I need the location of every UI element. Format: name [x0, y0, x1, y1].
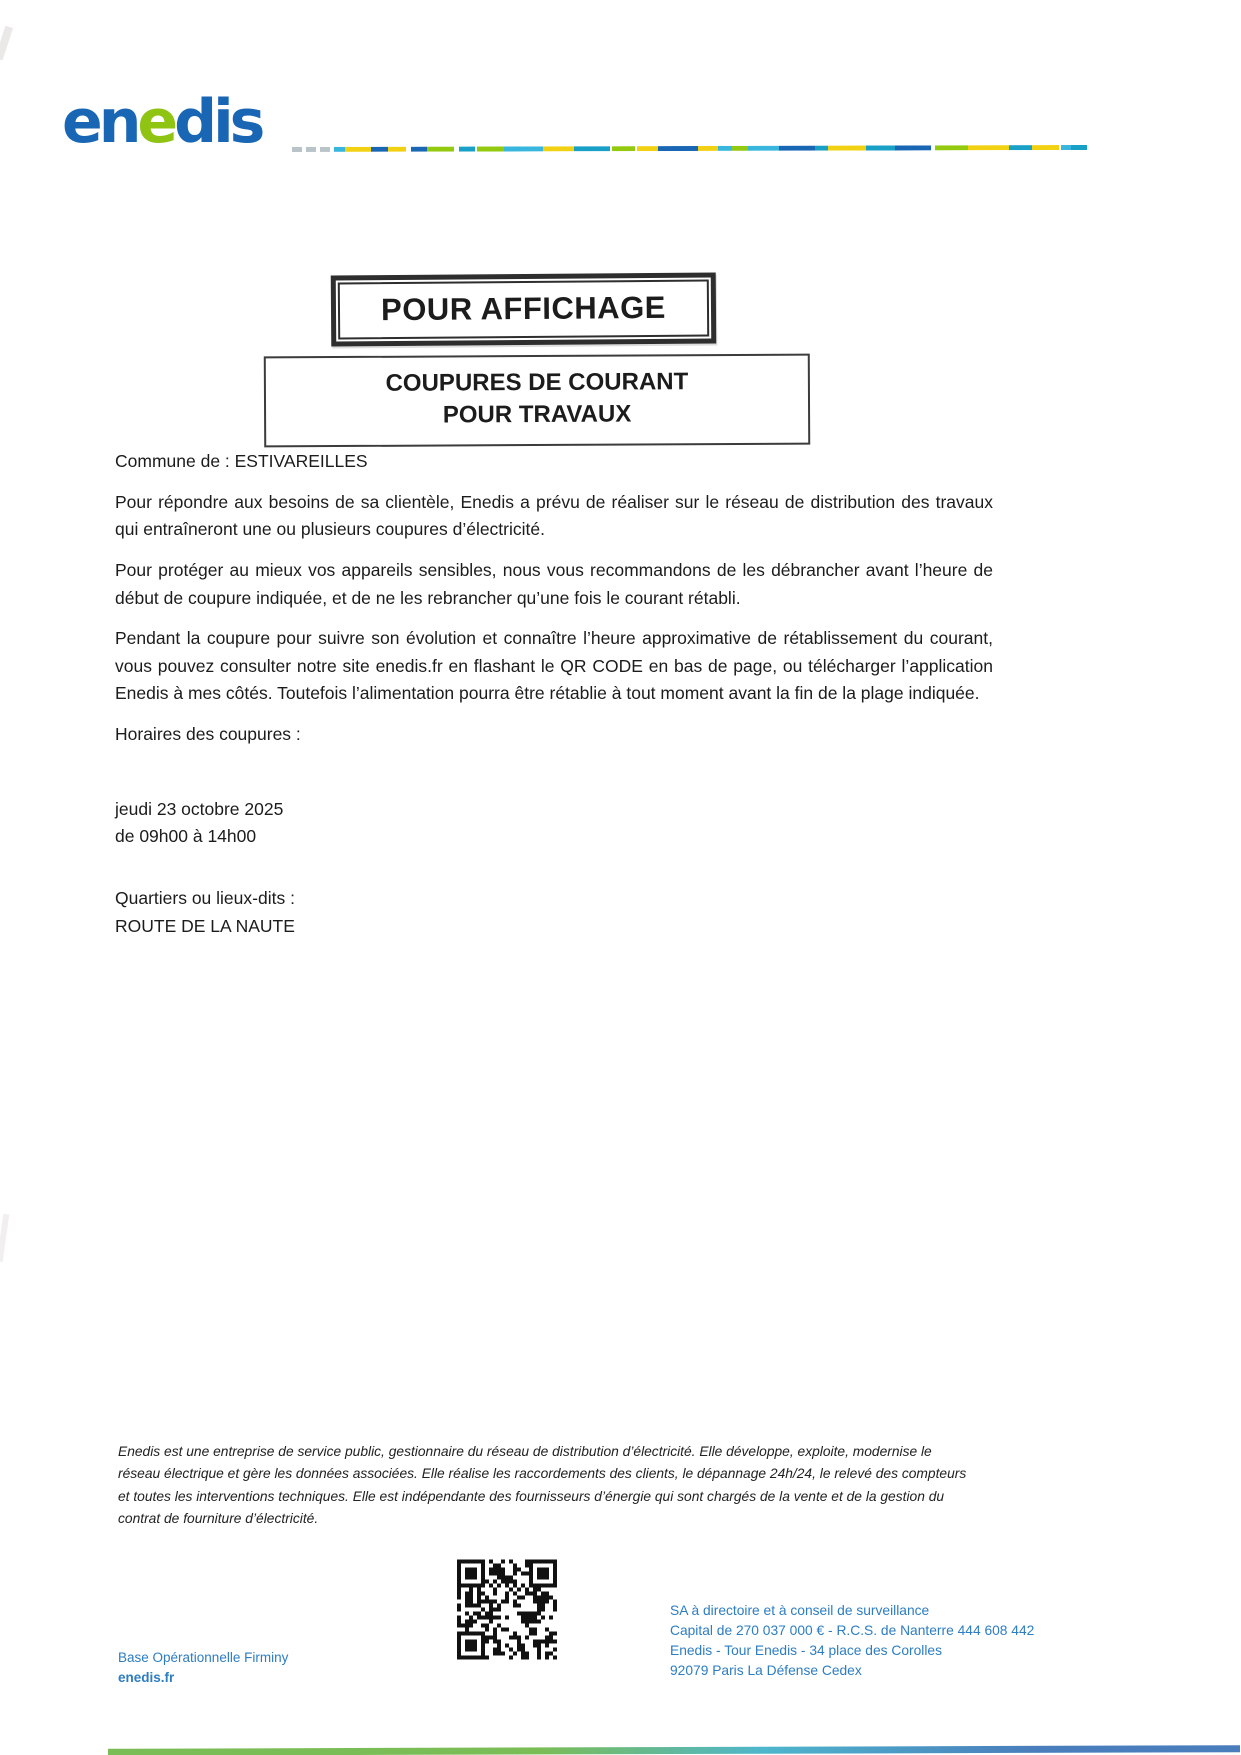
paragraph-intro: Pour répondre aux besoins de sa clientèle, Enedis a prévu de réaliser sur le réseau de distribution des travaux qui entraîneront une ou plusieurs coupures d’électricité. [115, 491, 993, 540]
schedule-date: jeudi 23 octobre 2025 [115, 798, 284, 819]
document-body [115, 448, 993, 940]
logo-accent-letter: e [137, 87, 175, 157]
footer-left-block [118, 1648, 288, 1689]
notice-line-2: POUR TRAVAUX [442, 400, 632, 429]
enedis-logo [62, 87, 262, 157]
bottom-color-strip [108, 1745, 1240, 1755]
notice-line-1: COUPURES DE COURANT [385, 368, 689, 397]
schedule-time: de 09h00 à 14h00 [115, 826, 257, 847]
spacer [115, 762, 993, 796]
quartiers-label: Quartiers ou lieux-dits : [115, 888, 295, 909]
scan-artifact [0, 26, 13, 61]
affichage-banner-box [331, 272, 717, 346]
affichage-banner-inner [338, 280, 709, 340]
paragraph-qrcode-info: Pendant la coupure pour suivre son évolution et connaître l’heure approximative de rétablissement du courant, vous pouvez consulter notre site enedis.fr en flashant le QR CODE en bas de page, ou télécharger l’application Enedis à mes côtés. Toutefois l’alimentation pourra être rétablie à tout moment avant la fin de la plage indiquée. [115, 628, 993, 704]
operational-base-label: Base Opérationnelle Firminy [118, 1650, 289, 1665]
footer-right-line: 92079 Paris La Défense Cedex [670, 1663, 862, 1678]
scan-artifact [0, 1214, 9, 1262]
logo-text: dis [174, 87, 262, 157]
logo-text: en [62, 87, 138, 157]
quartiers-value: ROUTE DE LA NAUTE [115, 915, 295, 936]
footer-right-line: SA à directoire et à conseil de surveillance [670, 1603, 930, 1618]
brand-dash-line [292, 145, 1087, 152]
commune-label: Commune de : ESTIVAREILLES [115, 451, 368, 471]
banner-title: POUR AFFICHAGE [380, 289, 667, 328]
schedule-label: Horaires des coupures : [115, 724, 301, 745]
spacer [115, 851, 993, 885]
footer-right-line: Capital de 270 037 000 € - R.C.S. de Nanterre 444 608 442 [670, 1623, 1035, 1638]
coupures-notice-box [264, 354, 810, 448]
paragraph-advice: Pour protéger au mieux vos appareils sensibles, nous vous recommandons de les débrancher avant l’heure de début de coupure indiquée, et de ne les rebrancher qu’une fois le courant rétabli. [115, 559, 993, 608]
footer-right-block [670, 1601, 1034, 1681]
qr-code [457, 1558, 557, 1661]
enedis-fr-label: enedis.fr [118, 1670, 175, 1686]
legal-paragraph: Enedis est une entreprise de service public, gestionnaire du réseau de distribution d’électricité. Elle développe, exploite, modernise le réseau électrique et gère les données associées. Elle réalise les raccordements des clients, le dépannage 24h/24, le relevé des compteurs et toutes les interventions techniques. Elle est indépendante des fournisseurs d’énergie qui sont chargés de la vente et de la gestion du contrat de fourniture d’électricité. [118, 1444, 967, 1527]
footer-right-line: Enedis - Tour Enedis - 34 place des Corolles [670, 1643, 942, 1658]
